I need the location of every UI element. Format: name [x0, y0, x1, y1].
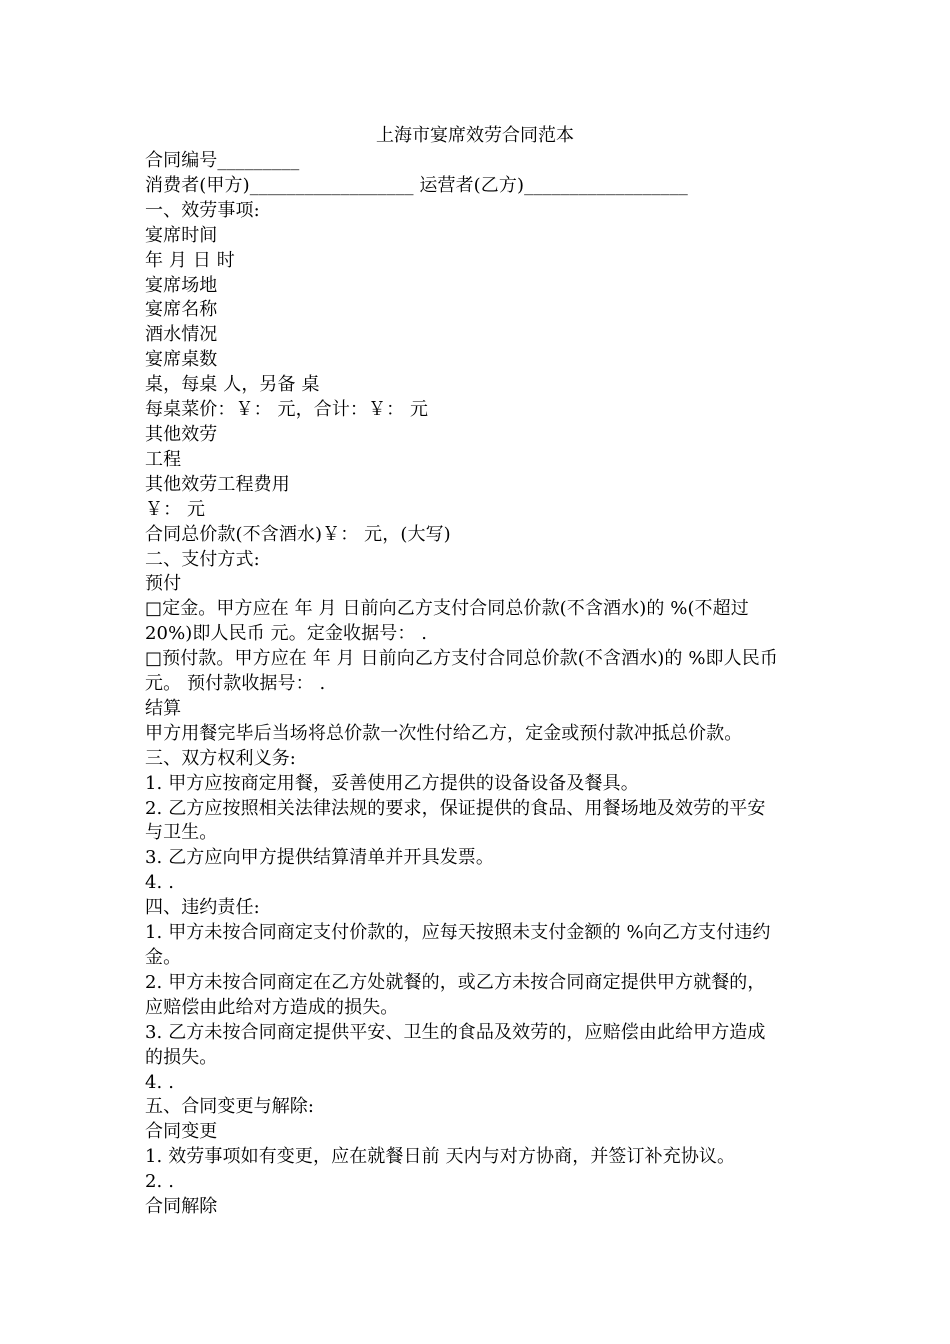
document-title: 上海市宴席效劳合同范本	[376, 125, 574, 146]
text-line: □预付款。甲方应在 年 月 日前向乙方支付合同总价款(不含酒水)的 %即人民币	[145, 648, 778, 670]
text-line: 元。 预付款收据号： .	[145, 673, 326, 695]
text-line: 金。	[145, 947, 182, 968]
text-line: 2. 乙方应按照相关法律法规的要求，保证提供的食品、用餐场地及效劳的平安	[145, 797, 766, 819]
text-line: 每桌菜价：￥： 元，合计：￥： 元	[145, 399, 429, 421]
text-line: 20%)即人民币 元。定金收据号： .	[145, 623, 428, 645]
contract-number-line: 合同编号_________	[145, 150, 300, 171]
text-line: 结算	[145, 697, 182, 719]
text-line: 宴席桌数	[145, 349, 218, 371]
text-line: 其他效劳	[145, 423, 218, 445]
text-line: 4. .	[145, 1071, 175, 1093]
text-line: 合同解除	[145, 1196, 218, 1218]
text-line: 1. 效劳事项如有变更，应在就餐日前 天内与对方协商，并签订补充协议。	[145, 1146, 736, 1168]
text-line: 3. 乙方应向甲方提供结算清单并开具发票。	[145, 847, 494, 869]
text-line: 甲方用餐完毕后当场将总价款一次性付给乙方，定金或预付款冲抵总价款。	[145, 722, 743, 744]
text-line: 其他效劳工程费用	[145, 473, 290, 495]
section-heading: 二、支付方式:	[145, 548, 260, 570]
document-body	[145, 149, 805, 1220]
text-line: 2. .	[145, 1171, 175, 1193]
text-line: 1. 甲方未按合同商定支付价款的，应每天按照未支付金额的 %向乙方支付违约	[145, 922, 771, 944]
text-line: 宴席名称	[145, 299, 218, 321]
text-line: □定金。甲方应在 年 月 日前向乙方支付合同总价款(不含酒水)的 %(不超过	[145, 598, 749, 620]
text-line: 合同变更	[145, 1121, 218, 1143]
section-heading: 四、违约责任:	[145, 897, 260, 919]
text-line: 宴席时间	[145, 224, 218, 246]
text-line: 酒水情况	[145, 324, 218, 346]
text-line: 4. .	[145, 872, 175, 894]
text-line: 与卫生。	[145, 822, 218, 844]
text-line: 2. 甲方未按合同商定在乙方处就餐的，或乙方未按合同商定提供甲方就餐的，	[145, 971, 766, 993]
text-line: 应赔偿由此给对方造成的损失。	[145, 996, 399, 1018]
section-heading: 五、合同变更与解除:	[145, 1096, 315, 1118]
text-line: 的损失。	[145, 1046, 218, 1068]
text-line: 宴席场地	[145, 274, 218, 296]
text-line: 工程	[145, 448, 182, 470]
text-line: 年 月 日 时	[145, 249, 235, 271]
text-line: ￥： 元	[145, 498, 206, 520]
text-line: 桌，每桌 人，另备 桌	[145, 374, 320, 396]
text-line: 3. 乙方未按合同商定提供平安、卫生的食品及效劳的，应赔偿由此给甲方造成	[145, 1021, 766, 1043]
text-line: 合同总价款(不含酒水)￥： 元，(大写)	[145, 523, 451, 545]
text-line: 预付	[145, 573, 182, 595]
section-heading: 三、双方权利义务:	[145, 747, 296, 769]
section-heading: 一、效劳事项:	[145, 199, 260, 221]
parties-line: 消费者(甲方)__________________ 运营者(乙方)__________________	[145, 174, 688, 196]
text-line: 1. 甲方应按商定用餐，妥善使用乙方提供的设备设备及餐具。	[145, 772, 639, 794]
